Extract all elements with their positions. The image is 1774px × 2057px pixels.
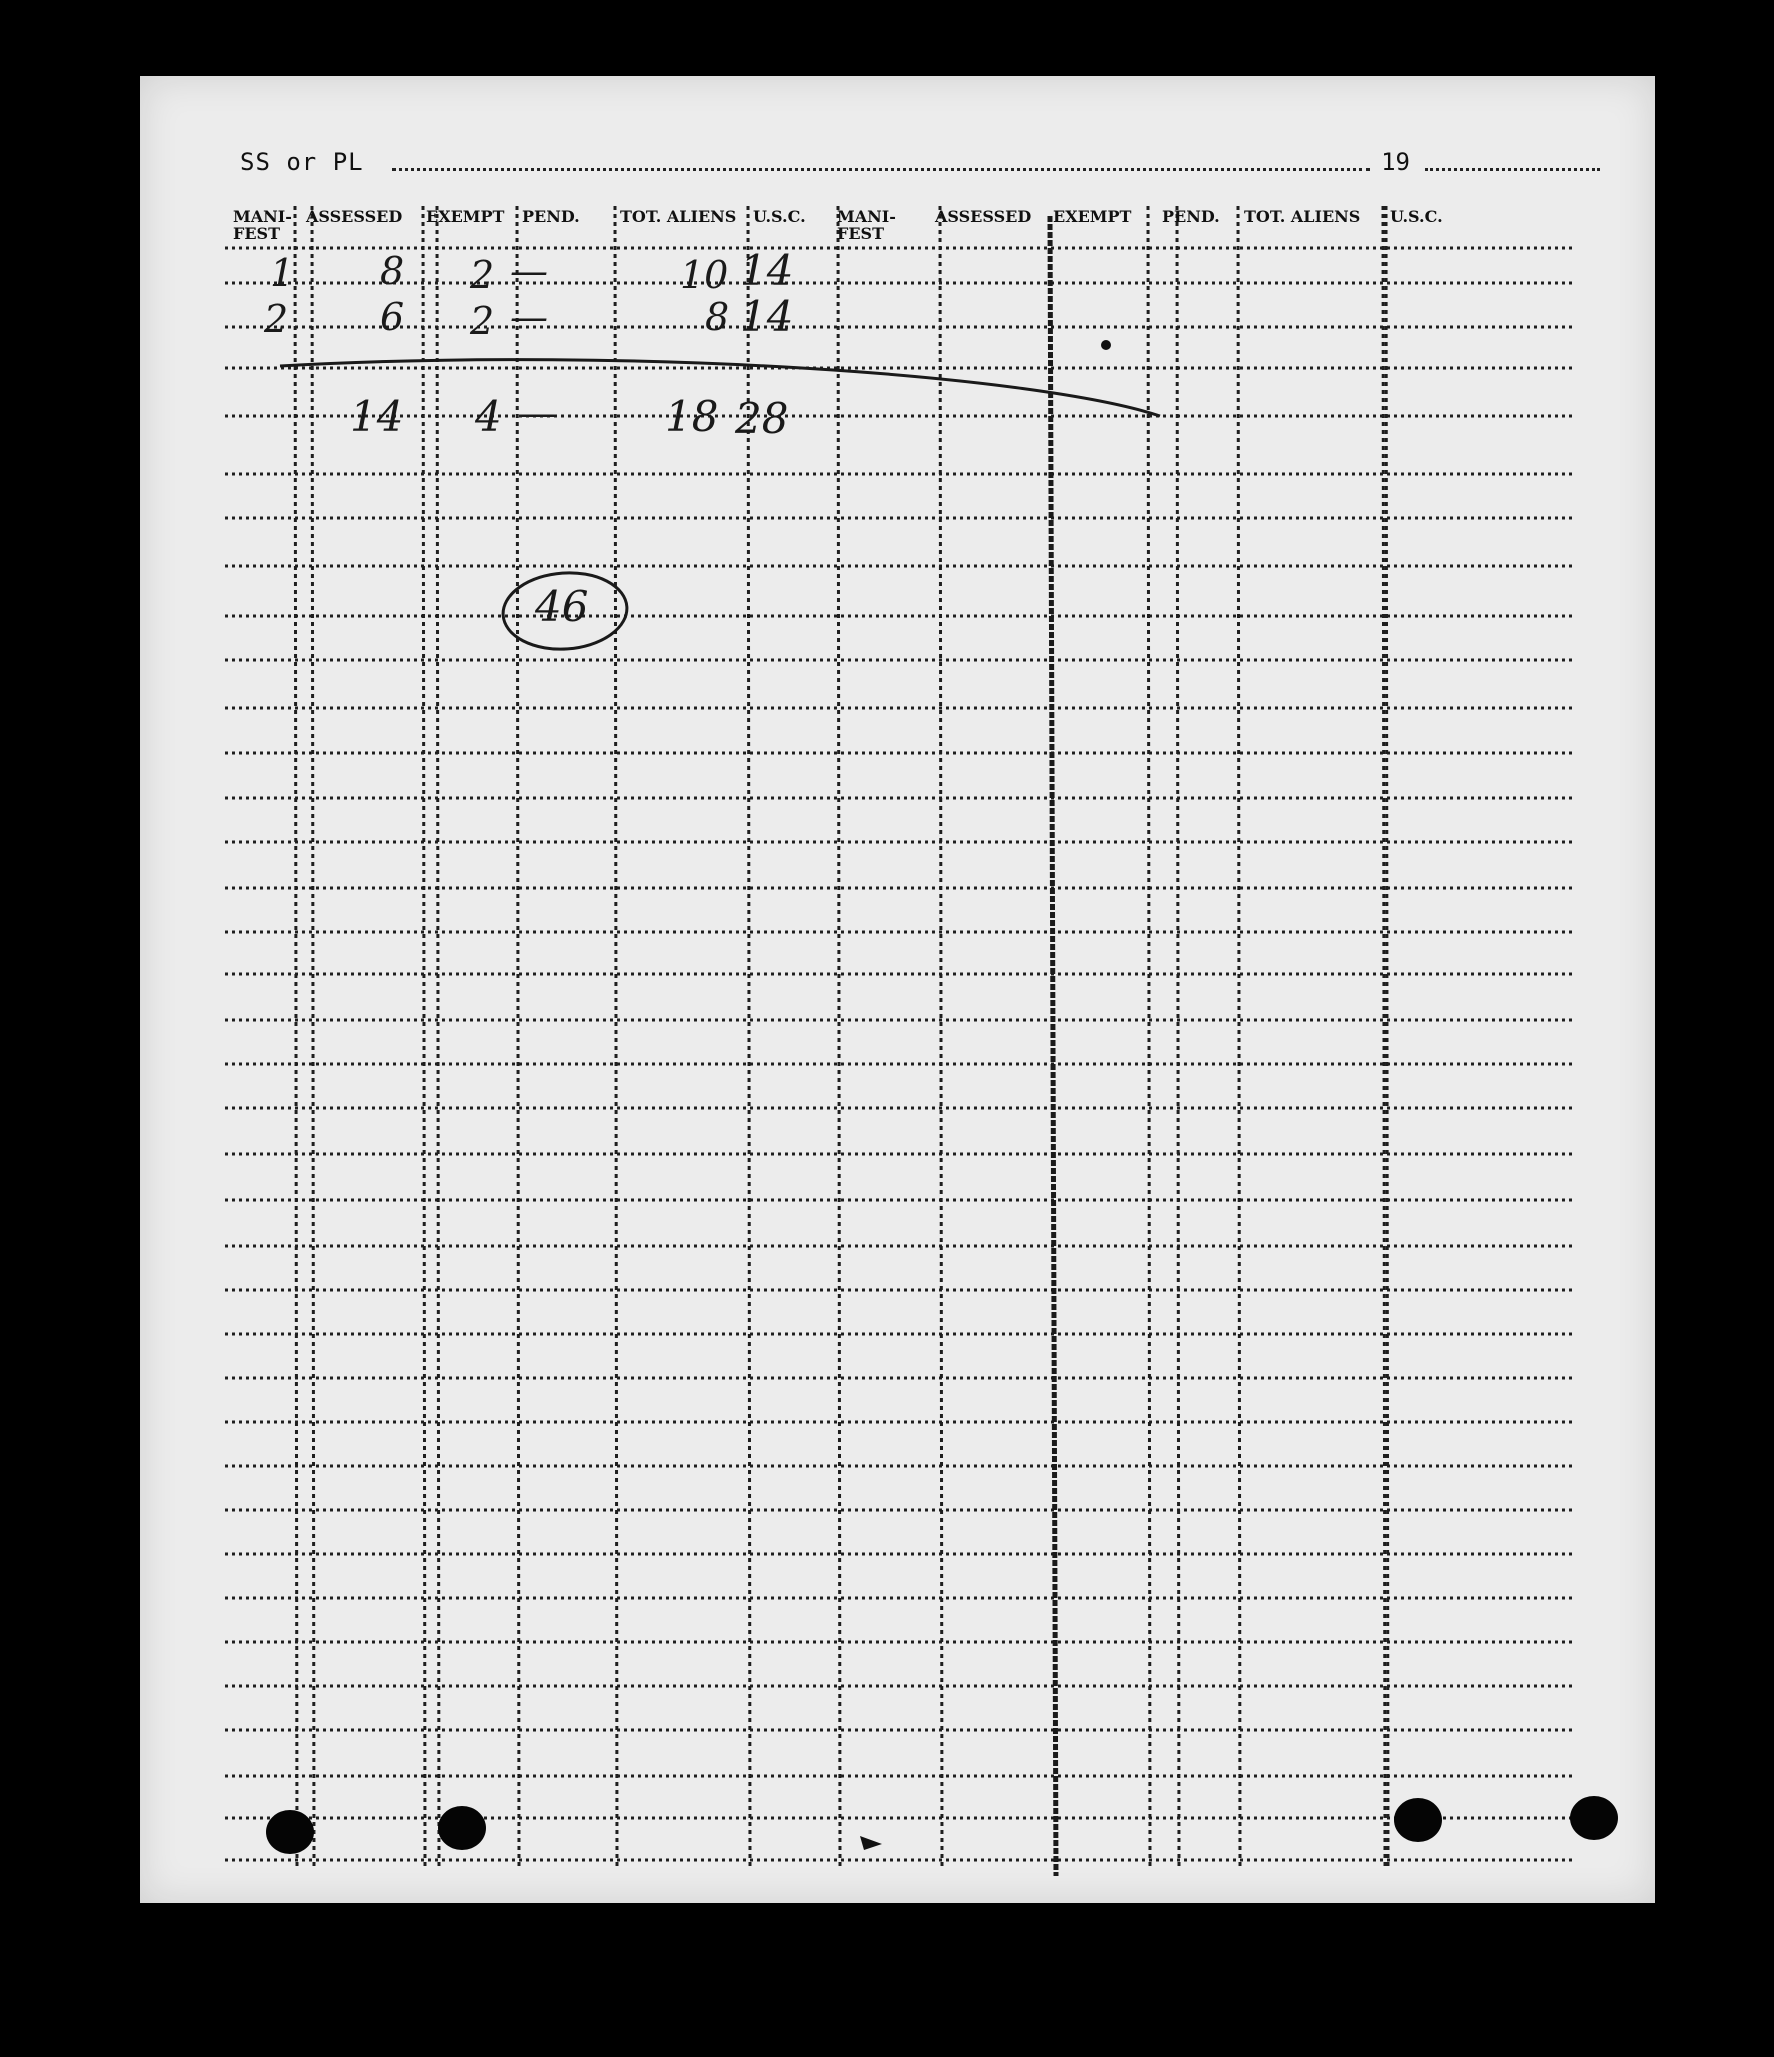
- circled-total: 46: [535, 582, 589, 631]
- dotted-grid: [140, 76, 1655, 1903]
- col-label: MANI- FEST: [837, 207, 896, 243]
- punch-hole: [1570, 1796, 1618, 1840]
- col-label: MANI- FEST: [233, 207, 292, 243]
- year-fill-line: [1425, 168, 1600, 171]
- ink-dot: [1101, 340, 1111, 350]
- column-rule-line: [1386, 206, 1388, 1866]
- punch-hole: [266, 1810, 314, 1854]
- sum-underline: [280, 360, 1160, 416]
- column-rule-line: [1148, 206, 1150, 1866]
- row1-pend: —: [510, 249, 548, 293]
- column-rule-line: [838, 206, 840, 1866]
- column-rule-line: [1238, 206, 1240, 1866]
- column-rule-line: [940, 206, 942, 1866]
- form-header: [240, 148, 1600, 182]
- col-pend-1: PEND.: [522, 207, 580, 226]
- col-manifest-2: [837, 208, 896, 242]
- column-rule-line: [312, 206, 314, 1866]
- small-mark: [860, 1836, 882, 1850]
- row2-usc: 14: [740, 292, 794, 341]
- column-rule-line: [1383, 206, 1385, 1866]
- row1-usc: 14: [740, 246, 794, 295]
- center-divider: [1050, 216, 1056, 1876]
- total-usc: 28: [735, 394, 789, 443]
- row1-tot-aliens: 10: [680, 253, 729, 297]
- total-exempt: 4: [475, 392, 502, 441]
- row1-manifest: 1: [270, 251, 295, 295]
- col-assessed-2: ASSESSED: [935, 207, 1032, 226]
- total-tot-aliens: 18: [665, 392, 719, 441]
- col-assessed-1: ASSESSED: [306, 207, 403, 226]
- vessel-label: SS or PL: [240, 148, 364, 176]
- column-rule-line: [423, 206, 425, 1866]
- column-rule-line: [748, 206, 750, 1866]
- col-usc-2: U.S.C.: [1390, 207, 1443, 226]
- col-tot-aliens-1: TOT. ALIENS: [620, 207, 737, 226]
- col-manifest-1: [233, 208, 292, 242]
- row2-assessed: 6: [380, 295, 405, 339]
- row2-exempt: 2: [470, 299, 495, 343]
- column-rule-line: [517, 206, 519, 1866]
- col-tot-aliens-2: TOT. ALIENS: [1244, 207, 1361, 226]
- col-exempt-2: EXEMPT: [1053, 207, 1132, 226]
- col-usc-1: U.S.C.: [753, 207, 806, 226]
- column-rule-line: [615, 206, 617, 1866]
- row2-manifest: 2: [264, 297, 289, 341]
- row2-tot-aliens: 8: [705, 295, 730, 339]
- col-pend-2: PEND.: [1162, 207, 1220, 226]
- row2-pend: —: [510, 295, 548, 339]
- row1-exempt: 2: [470, 253, 495, 297]
- punch-hole: [1394, 1798, 1442, 1842]
- form-sheet: [140, 76, 1655, 1903]
- row1-assessed: 8: [380, 249, 405, 293]
- total-assessed: 14: [350, 392, 404, 441]
- vessel-fill-line: [392, 168, 1370, 171]
- year-label: 19: [1381, 148, 1410, 176]
- col-exempt-1: EXEMPT: [426, 207, 505, 226]
- punch-hole: [438, 1806, 486, 1850]
- column-rule-line: [437, 206, 439, 1866]
- column-rule-line: [295, 206, 297, 1866]
- total-pend: —: [520, 391, 558, 435]
- column-rule-line: [1177, 206, 1179, 1866]
